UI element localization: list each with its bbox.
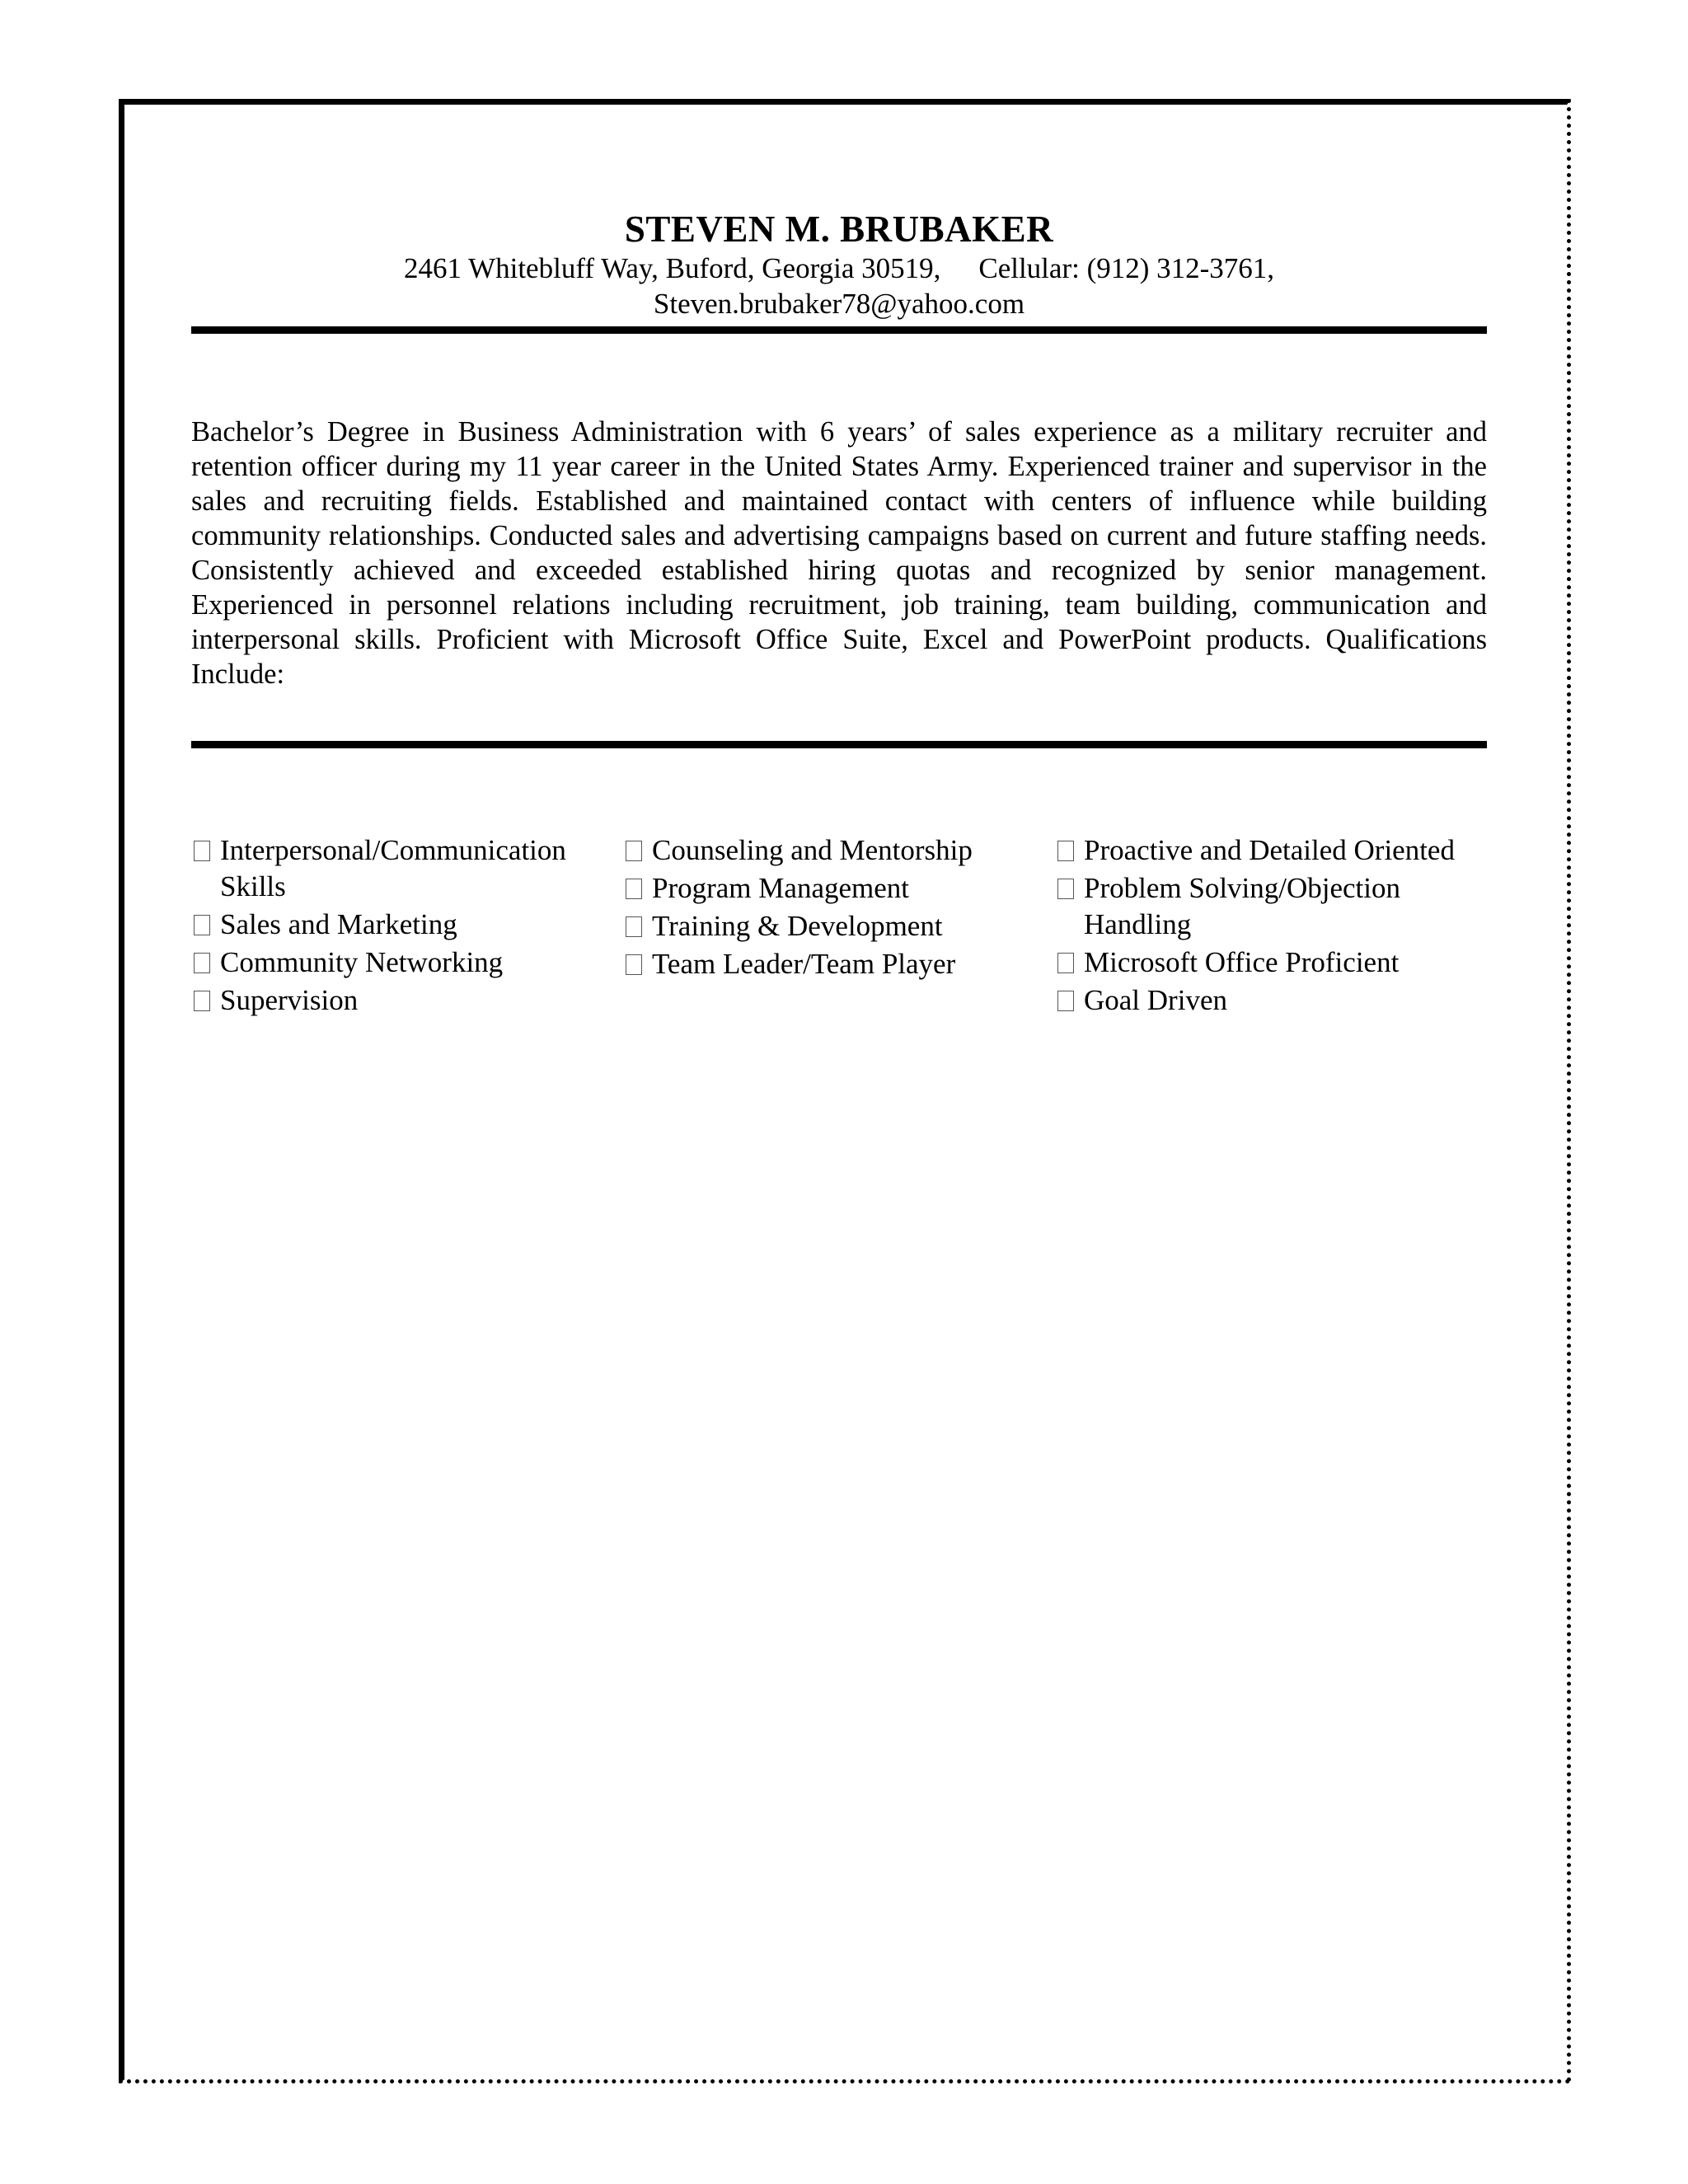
list-item: Goal Driven (1055, 982, 1487, 1019)
email: Steven.brubaker78@yahoo.com (653, 288, 1025, 320)
list-item: Team Leader/Team Player (623, 946, 1055, 982)
checkbox-icon (626, 841, 642, 861)
qualifications-column-2 (623, 832, 1055, 1020)
list-item: Program Management (623, 870, 1055, 907)
checkbox-icon (1057, 991, 1074, 1011)
summary-divider (191, 741, 1487, 748)
checkbox-icon (1057, 953, 1074, 973)
checkbox-icon (626, 954, 642, 975)
header-divider (191, 326, 1487, 334)
checkbox-icon (194, 841, 210, 861)
list-item: Problem Solving/Objection Handling (1055, 870, 1487, 943)
checkbox-icon (626, 879, 642, 899)
qualifications-column-1 (191, 832, 623, 1020)
contact-line (191, 251, 1487, 286)
list-item: Sales and Marketing (191, 907, 623, 943)
checkbox-icon (194, 991, 210, 1011)
summary-paragraph: Bachelor’s Degree in Business Administration with 6 years’ of sales experience as a military recruiter and retention officer during my 11 year career in the United States Army. Experienced trainer and supervisor in the sales and recruiting fields. Established and maintained contact with centers of influence while building community relationships. Conducted sales and advertising campaigns based on current and future staffing needs. Consistently achieved and exceeded established hiring quotas and recognized by senior management. Experienced in personnel relations including recruitment, job training, team building, communication and interpersonal skills. Proficient with Microsoft Office Suite, Excel and PowerPoint products. Qualifications Include: (191, 416, 1487, 690)
qualifications-column-3 (1055, 832, 1487, 1020)
resume-name: STEVEN M. BRUBAKER (624, 209, 1054, 250)
list-item: Training & Development (623, 908, 1055, 944)
list-item: Interpersonal/Communication Skills (191, 832, 623, 905)
checkbox-icon (1057, 841, 1074, 861)
list-item: Proactive and Detailed Oriented (1055, 832, 1487, 869)
qualifications-list (191, 832, 1487, 1020)
list-item: Microsoft Office Proficient (1055, 944, 1487, 981)
checkbox-icon (626, 916, 642, 937)
cellular: Cellular: (912) 312-3761, (978, 252, 1275, 284)
address: 2461 Whitebluff Way, Buford, Georgia 30519, (403, 252, 941, 284)
list-item: Supervision (191, 982, 623, 1019)
list-item: Community Networking (191, 944, 623, 981)
checkbox-icon (194, 915, 210, 935)
checkbox-icon (1057, 879, 1074, 899)
list-item: Counseling and Mentorship (623, 832, 1055, 869)
checkbox-icon (194, 953, 210, 973)
resume-content (191, 208, 1487, 1020)
